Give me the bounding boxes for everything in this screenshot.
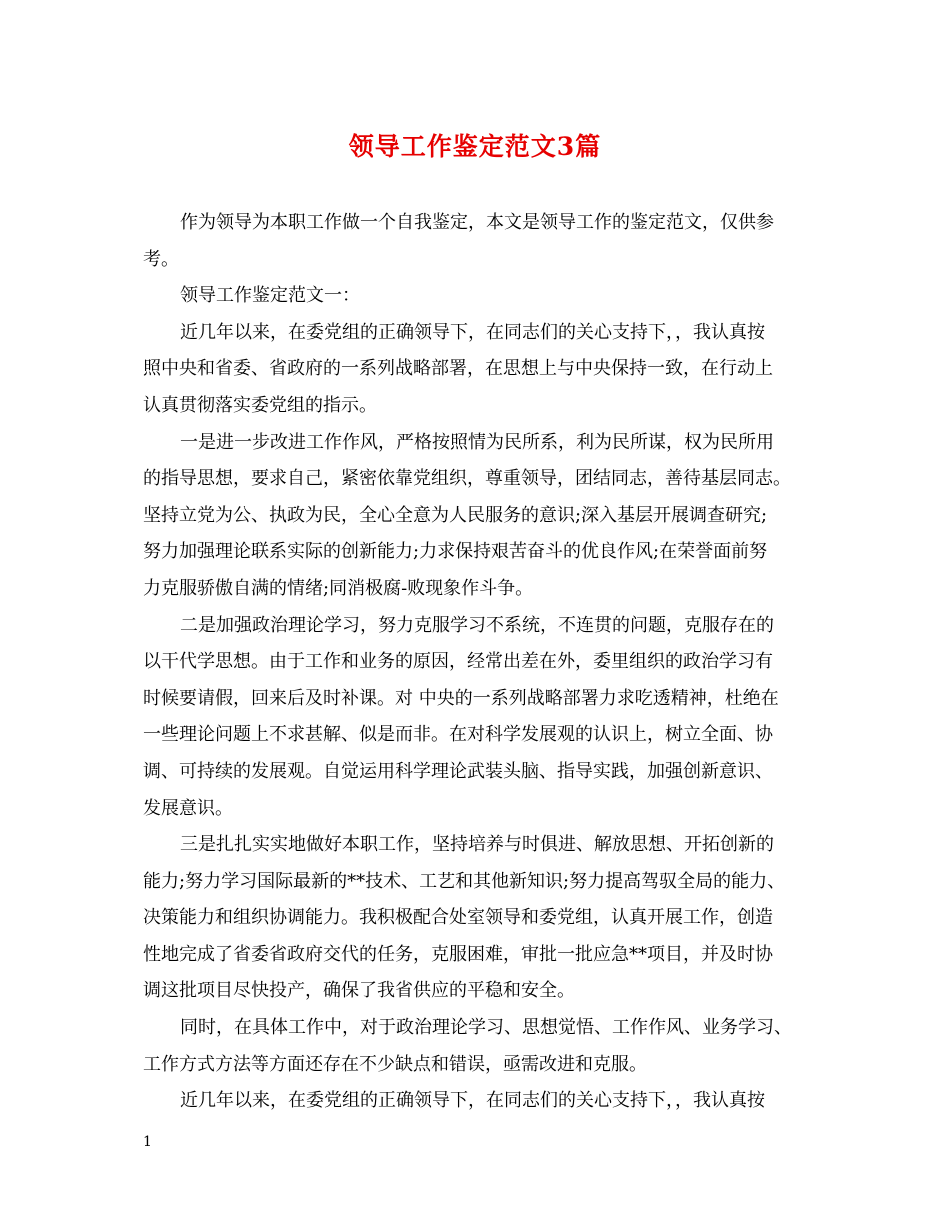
text-line: 努力加强理论联系实际的创新能力;力求保持艰苦奋斗的优良作风;在荣誉面前努 bbox=[143, 541, 768, 563]
text-line: 照中央和省委、省政府的一系列战略部署，在思想上与中央保持一致，在行动上 bbox=[143, 358, 773, 380]
text-line: 领导工作鉴定范文一： bbox=[180, 285, 360, 307]
text-line: 一些理论问题上不求甚解、似是而非。在对科学发展观的认识上，树立全面、协 bbox=[143, 724, 773, 746]
text-line: 工作方式方法等方面还存在不少缺点和错误，亟需改进和克服。 bbox=[143, 1053, 647, 1075]
text-line: 能力;努力学习国际最新的**技术、工艺和其他新知识;努力提高驾驭全局的能力、 bbox=[143, 870, 786, 892]
page-number: 1 bbox=[143, 1134, 152, 1150]
text-line: 同时，在具体工作中，对于政治理论学习、思想觉悟、工作作风、业务学习、 bbox=[180, 1017, 792, 1039]
text-line: 一是进一步改进工作作风，严格按照情为民所系，利为民所谋，权为民所用 bbox=[180, 431, 774, 453]
text-line: 的指导思想，要求自己，紧密依靠党组织，尊重领导，团结同志，善待基层同志。 bbox=[143, 468, 791, 490]
text-line: 调、可持续的发展观。自觉运用科学理论武装头脑、指导实践，加强创新意识、 bbox=[143, 760, 773, 782]
text-line: 力克服骄傲自满的情绪;同消极腐-败现象作斗争。 bbox=[143, 577, 534, 599]
text-line: 以干代学思想。由于工作和业务的原因，经常出差在外，委里组织的政治学习有 bbox=[143, 651, 773, 673]
text-line: 近几年以来，在委党组的正确领导下，在同志们的关心支持下，，我认真按 bbox=[180, 321, 765, 343]
document-title: 领导工作鉴定范文3篇 bbox=[348, 132, 602, 161]
text-line: 决策能力和组织协调能力。我积极配合处室领导和委党组，认真开展工作，创造 bbox=[143, 907, 773, 929]
text-line: 坚持立党为公、执政为民，全心全意为人民服务的意识;深入基层开展调查研究; bbox=[143, 504, 768, 526]
text-line: 三是扎扎实实地做好本职工作，坚持培养与时俱进、解放思想、开拓创新的 bbox=[180, 834, 774, 856]
text-line: 发展意识。 bbox=[143, 797, 233, 819]
text-line: 考。 bbox=[143, 248, 179, 270]
text-line: 性地完成了省委省政府交代的任务，克服困难，审批一批应急**项目，并及时协 bbox=[143, 943, 773, 965]
text-line: 作为领导为本职工作做一个自我鉴定，本文是领导工作的鉴定范文，仅供参 bbox=[180, 212, 774, 233]
text-line: 时候要请假，回来后及时补课。对 中央的一系列战略部署力求吃透精神，杜绝在 bbox=[143, 687, 779, 709]
document-body bbox=[143, 205, 815, 1120]
text-line: 二是加强政治理论学习，努力克服学习不系统，不连贯的问题，克服存在的 bbox=[180, 614, 774, 636]
text-line: 调这批项目尽快投产，确保了我省供应的平稳和安全。 bbox=[143, 980, 575, 1002]
text-line: 认真贯彻落实委党组的指示。 bbox=[143, 394, 377, 416]
text-line: 近几年以来，在委党组的正确领导下，在同志们的关心支持下，，我认真按 bbox=[180, 1090, 765, 1112]
